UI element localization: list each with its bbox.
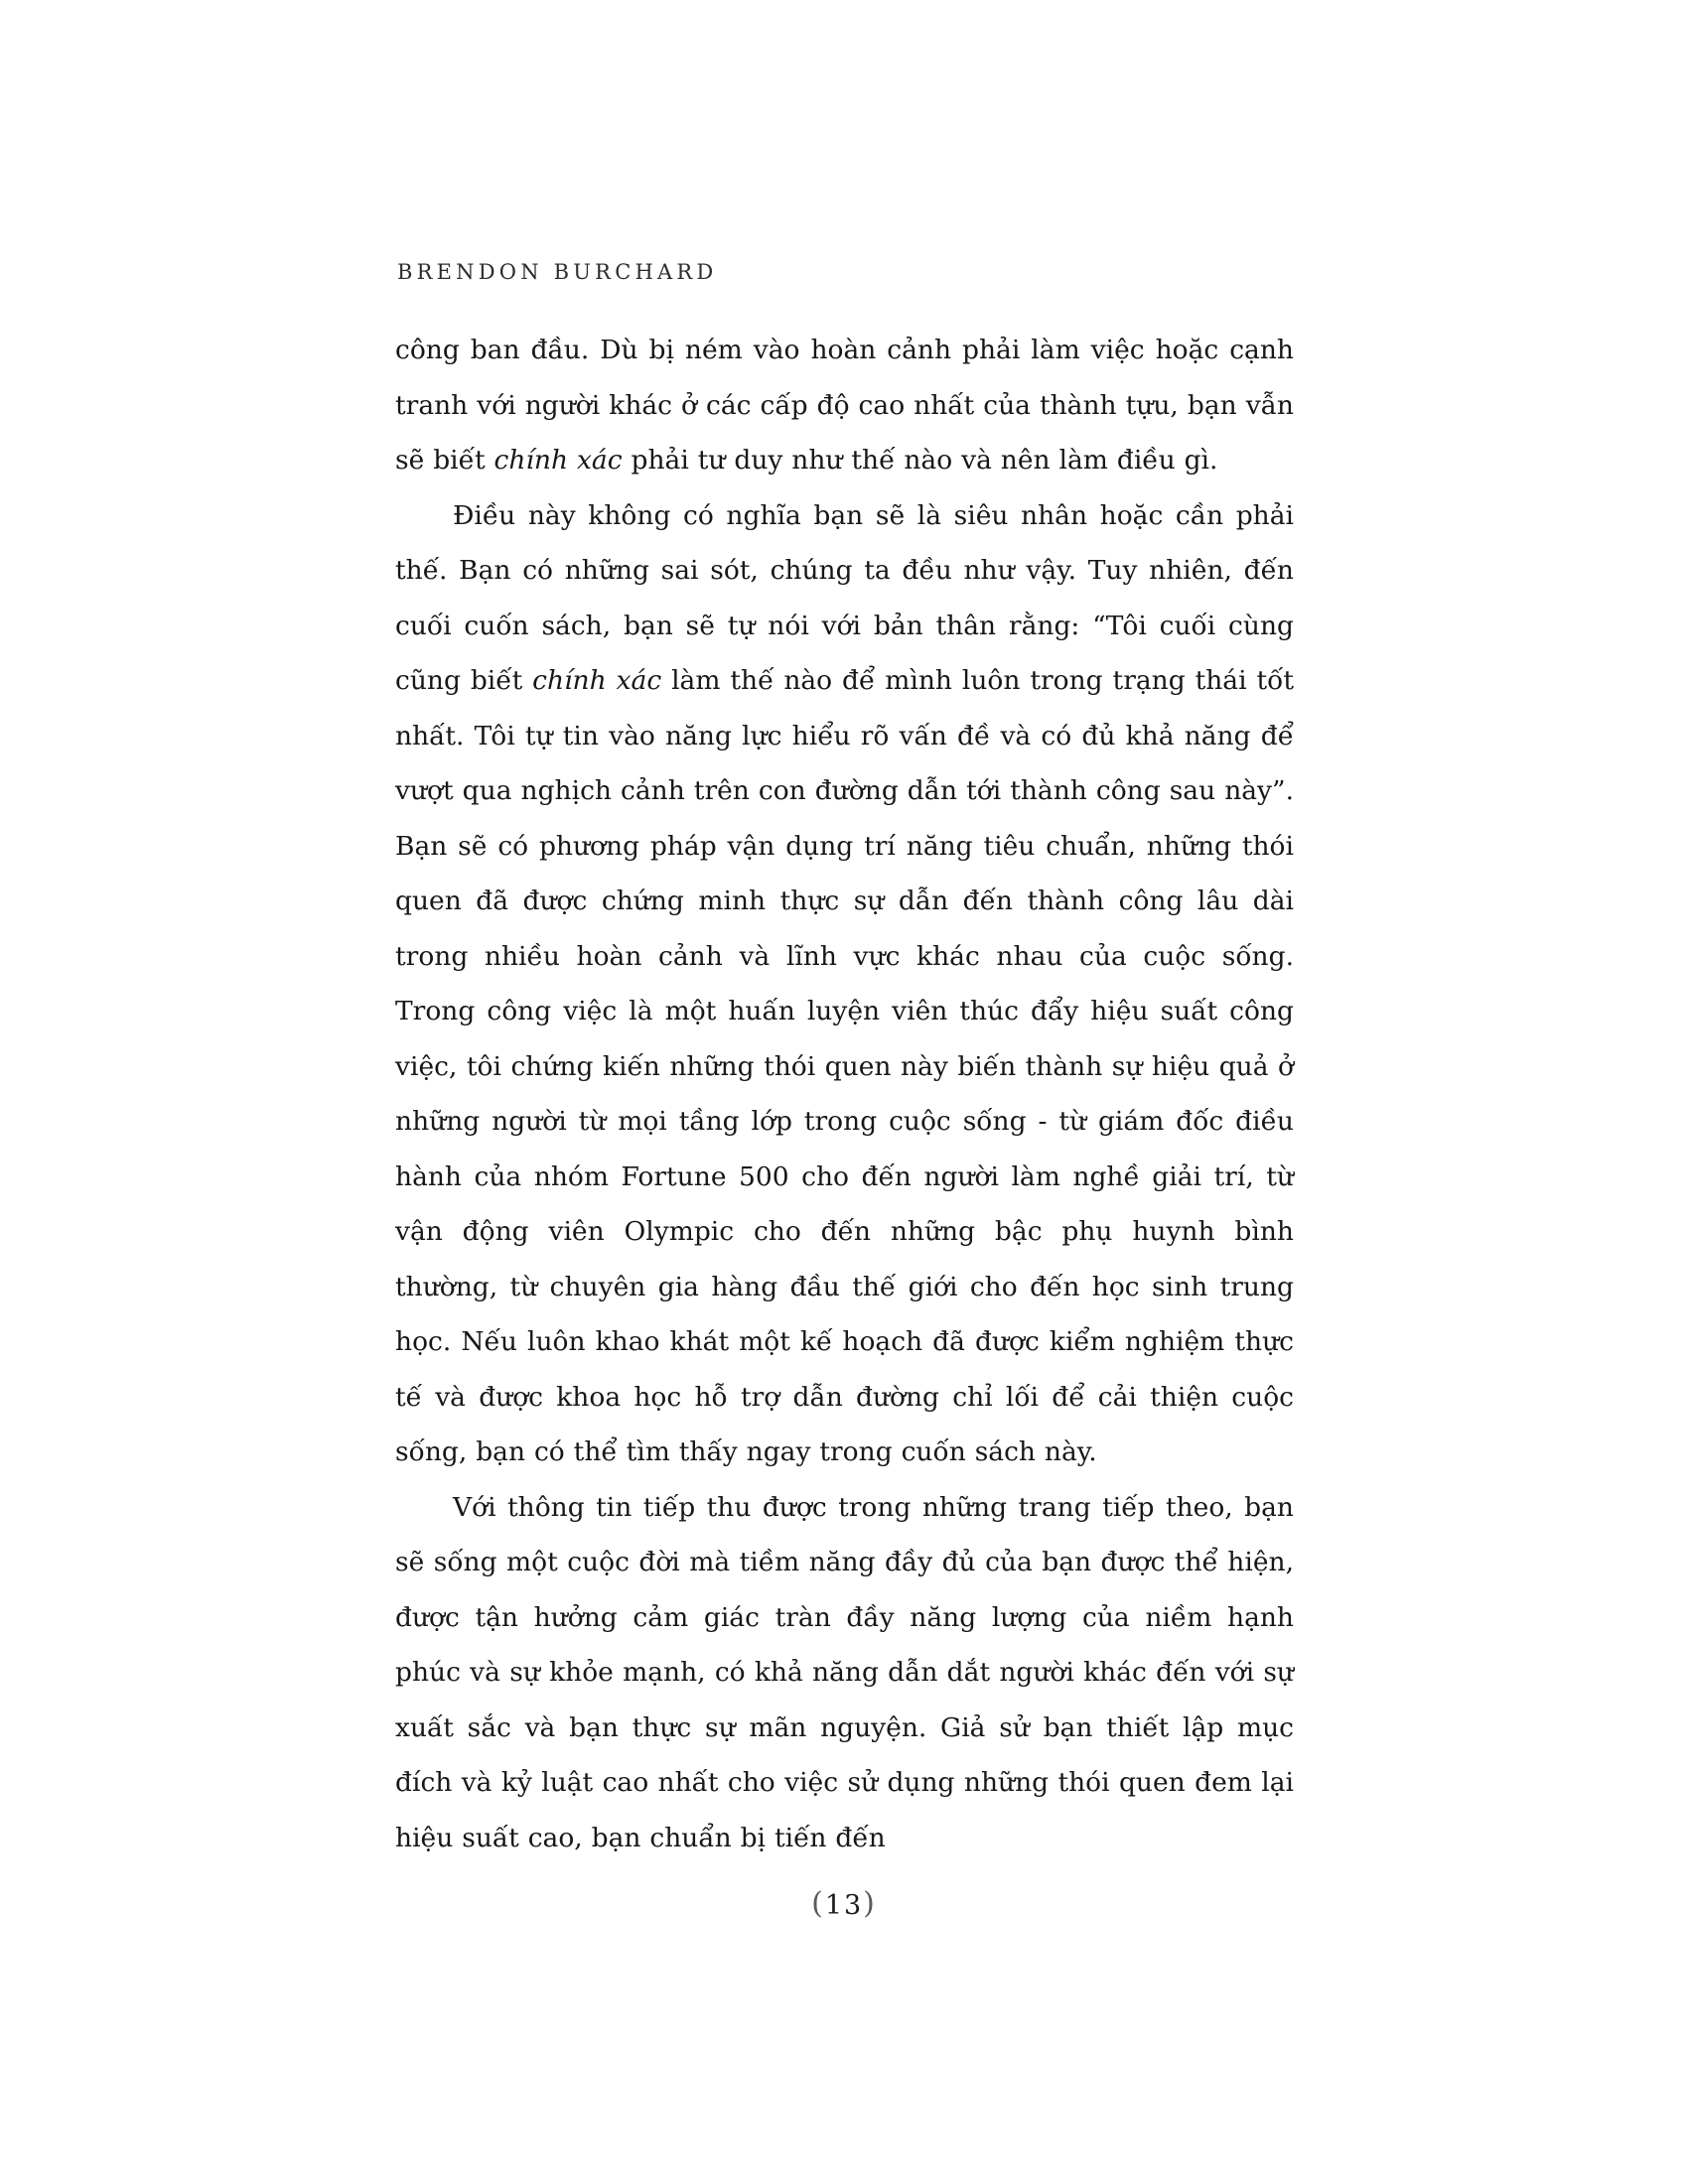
page-number: 13	[824, 1890, 864, 1921]
running-head: BRENDON BURCHARD	[397, 260, 718, 284]
folio-right-ornament: )	[863, 1886, 877, 1921]
folio-left-ornament: (	[811, 1886, 825, 1921]
paragraph	[395, 488, 1294, 1480]
text-run: công ban đầu. Dù bị ném vào hoàn cảnh phải làm việc hoặc cạnh tranh với người khác ở các cấp độ cao nhất của thành tựu, bạn vẫn sẽ biết	[395, 335, 1294, 476]
text-run: Điều này không có nghĩa bạn sẽ là siêu nhân hoặc cần phải thế. Bạn có những sai sót, chúng ta đều như vậy. Tuy nhiên, đến cuối cuốn sách, bạn sẽ tự nói với bản thân rằng: “Tôi cuối cùng cũng biết	[395, 499, 1294, 696]
page-folio	[0, 1886, 1688, 1921]
body-text-column	[395, 323, 1294, 1865]
paragraph	[395, 323, 1294, 488]
text-run: phải tư duy như thế nào và nên làm điều gì.	[622, 445, 1218, 476]
emphasis-text: chính xác	[532, 665, 662, 696]
emphasis-text: chính xác	[493, 445, 623, 476]
text-run: Với thông tin tiếp thu được trong những trang tiếp theo, bạn sẽ sống một cuộc đời mà tiềm năng đầy đủ của bạn được thể hiện, được tận hưởng cảm giác tràn đầy năng lượng của niềm hạnh phúc và sự khỏe mạnh, có khả năng dẫn dắt người khác đến với sự xuất sắc và bạn thực sự mãn nguyện. Giả sử bạn thiết lập mục đích và kỷ luật cao nhất cho việc sử dụng những thói quen đem lại hiệu suất cao, bạn chuẩn bị tiến đến	[395, 1491, 1294, 1853]
paragraph	[395, 1480, 1294, 1866]
text-run: làm thế nào để mình luôn trong trạng thái tốt nhất. Tôi tự tin vào năng lực hiểu rõ vấn đề và có đủ khả năng để vượt qua nghịch cảnh trên con đường dẫn tới thành công sau này”. Bạn sẽ có phương pháp vận dụng trí năng tiêu chuẩn, những thói quen đã được chứng minh thực sự dẫn đến thành công lâu dài trong nhiều hoàn cảnh và lĩnh vực khác nhau của cuộc sống. Trong công việc là một huấn luyện viên thúc đẩy hiệu suất công việc, tôi chứng kiến những thói quen này biến thành sự hiệu quả ở những người từ mọi tầng lớp trong cuộc sống - từ giám đốc điều hành của nhóm Fortune 500 cho đến người làm nghề giải trí, từ vận động viên Olympic cho đến những bậc phụ huynh bình thường, từ chuyên gia hàng đầu thế giới cho đến học sinh trung học. Nếu luôn khao khát một kế hoạch đã được kiểm nghiệm thực tế và được khoa học hỗ trợ dẫn đường chỉ lối để cải thiện cuộc sống, bạn có thể tìm thấy ngay trong cuốn sách này.	[395, 665, 1295, 1467]
